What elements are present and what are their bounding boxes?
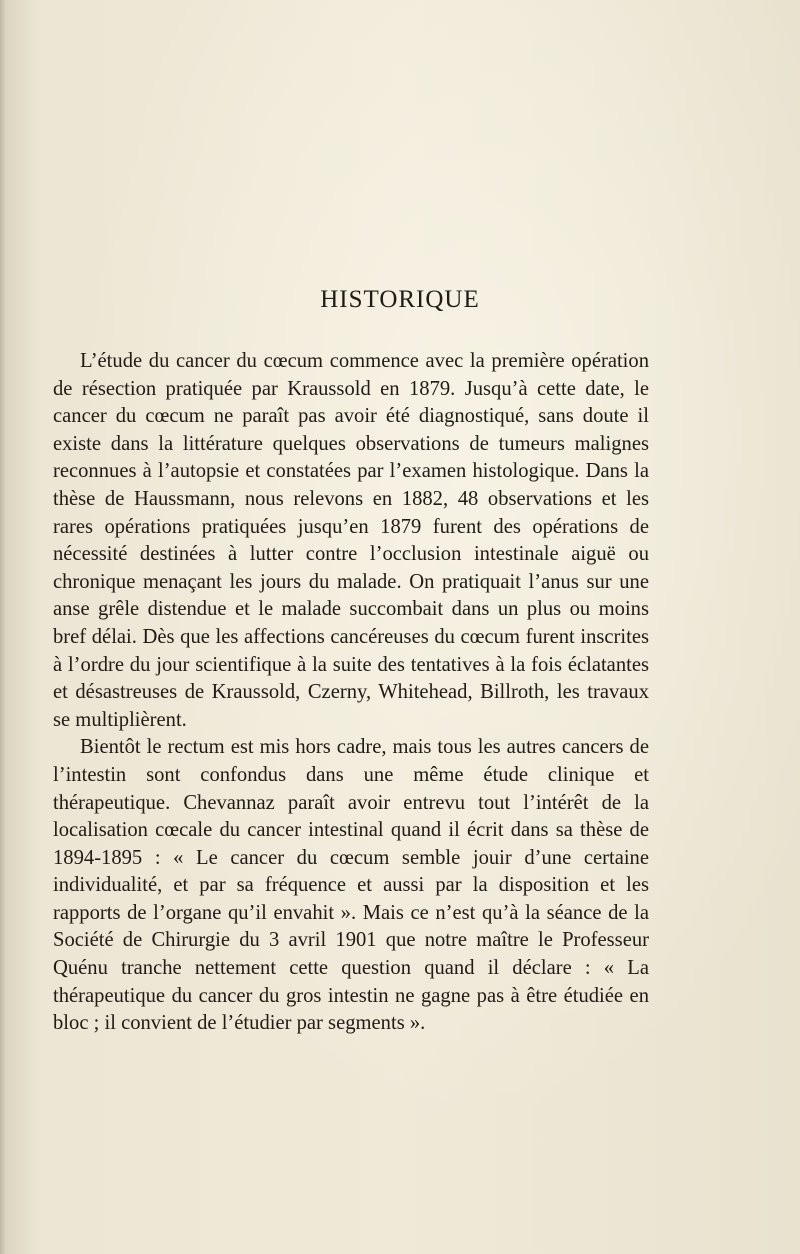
paragraph-1: L’étude du cancer du cœcum commence avec la première opération de résection pratiquée par Kraussold en 1879. Jusqu’à cette date, le cancer du cœcum ne paraît pas avoir été diagnostiqué, sans doute il existe dans la littérature quelques observations de tumeurs malignes reconnues à l’autopsie et constatées par l’examen histologique. Dans la thèse de Haussmann, nous relevons en 1882, 48 observations et les rares opérations pratiquées jusqu’en 1879 furent des opérations de nécessité destinées à lutter contre l’occlusion intestinale aiguë ou chronique menaçant les jours du malade. On pratiquait l’anus sur une anse grêle distendue et le malade succombait dans un plus ou moins bref délai. Dès que les affections cancéreuses du cœcum furent inscrites à l’ordre du jour scientifique à la suite des tentatives à la fois éclatantes et désastreuses de Kraussold, Czerny, Whitehead, Billroth, les travaux se multiplièrent. [53,350,649,731]
body-text [53,348,649,1038]
page-title: HISTORIQUE [320,286,480,313]
page-edge-shadow [0,0,6,1254]
paragraph-2: Bientôt le rectum est mis hors cadre, mais tous les autres cancers de l’intestin sont confondus dans une même étude clinique et thérapeutique. Chevannaz paraît avoir entrevu tout l’intérêt de la localisation cœcale du cancer intestinal quand il écrit dans sa thèse de 1894-1895 : « Le cancer du cœcum semble jouir d’une certaine individualité, et par sa fréquence et aussi par la disposition et les rapports de l’organe qu’il envahit ». Mais ce n’est qu’à la séance de la Société de Chirurgie du 3 avril 1901 que notre maître le Professeur Quénu tranche nettement cette question quand il déclare : « La thérapeutique du cancer du gros intestin ne gagne pas à être étudiée en bloc ; il convient de l’étudier par segments ». [53,736,649,1035]
